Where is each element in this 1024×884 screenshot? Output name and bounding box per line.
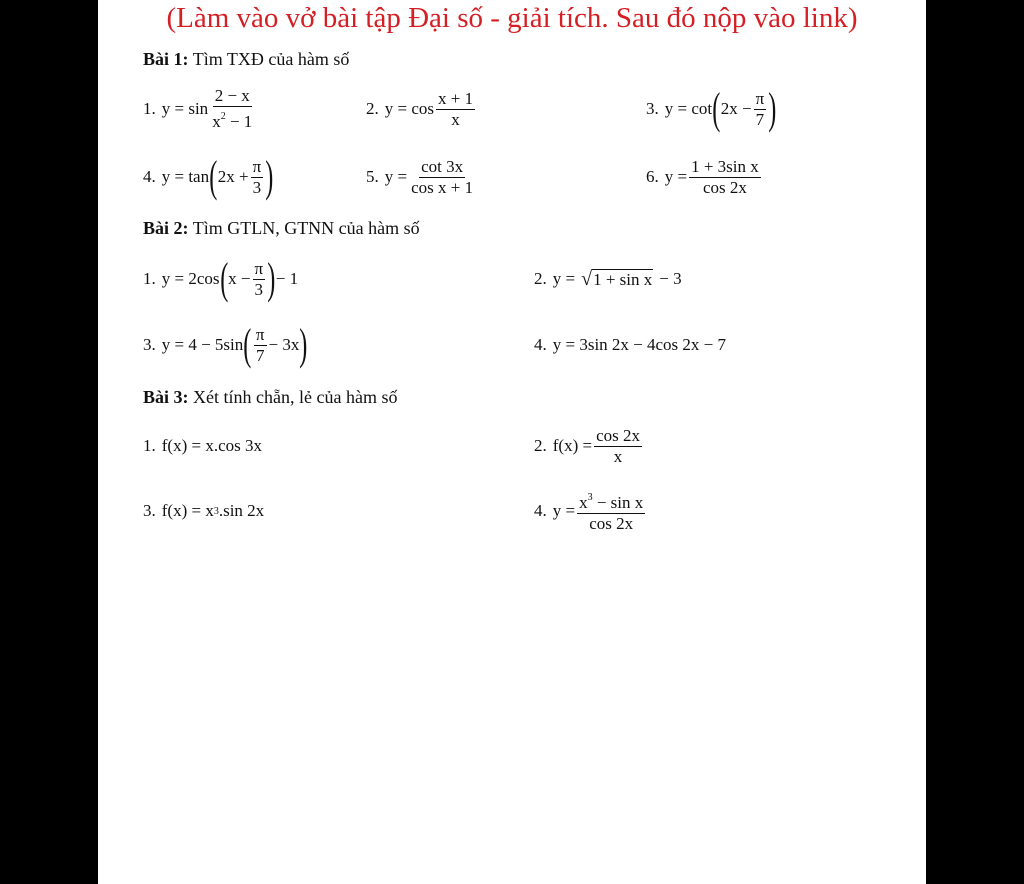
left-paren: (	[209, 152, 218, 201]
right-paren: )	[768, 84, 777, 133]
b3-problem-4: 4. y = $\frac{x^3 - \sin x}{\cos 2x}$	[534, 486, 647, 536]
fraction: $\frac{\text{1 + 3sin x}}{\cos 2x}$	[691, 156, 759, 197]
b3-problem-2: 2. f(x) = $\frac{\cos 2x}{x}$	[534, 425, 640, 466]
b3-problem-1: 1. f(x) = x.cos 3x	[143, 436, 262, 455]
square-root: √1 + sin x	[581, 267, 653, 290]
page-title: (Làm vào vở bài tập Đại số - giải tích. Sau đó nộp vào link)	[166, 2, 858, 34]
b3-problem-3: 3. f(x) = x 3 .sin 2x	[143, 501, 265, 520]
section-label: Bài 1:	[143, 49, 189, 69]
fraction: 2 − x $x^2 - 1$	[212, 86, 253, 131]
fraction: $\frac{x^3 - \sin x}{\cos 2x}$	[577, 488, 645, 534]
fraction: $\frac{\cos 2x}{x}$	[596, 425, 640, 466]
b1-problem-4: 4. y = tan ( 2x + $\frac{\pi}{3}$ )	[143, 152, 274, 201]
left-paren: (	[219, 254, 228, 303]
b2-problem-4: 4. y = 3sin 2x − 4cos 2x − 7	[534, 335, 727, 354]
fraction: $\frac{\pi}{3}$	[252, 156, 262, 197]
b2-problem-2: 2. y = √1 + sin x − 3	[534, 267, 682, 290]
fraction: $\frac{\cot 3x}{\text{cos x + 1}}$	[411, 156, 474, 197]
right-paren: )	[265, 152, 274, 201]
section-heading-1	[143, 49, 349, 70]
b1-problem-5: 5. y = $\frac{\cot 3x}{\text{cos x + 1}}$	[366, 156, 474, 197]
section-text: Tìm TXĐ của hàm số	[192, 49, 350, 69]
b1-problem-3: 3. y = cot ( 2x − $\frac{\pi}{7}$ )	[646, 84, 777, 133]
section-label: Bài 3:	[143, 387, 189, 407]
fraction: π 7	[255, 324, 265, 365]
right-paren: )	[299, 320, 308, 369]
fraction: x + 1 x	[438, 88, 474, 129]
right-paren: )	[267, 254, 276, 303]
section-heading-3	[143, 387, 397, 408]
fraction: $\frac{\pi}{7}$	[755, 88, 765, 129]
fraction: $\frac{\pi}{3}$	[254, 258, 264, 299]
section-text: Tìm GTLN, GTNN của hàm số	[192, 218, 420, 238]
b2-problem-3: 3. y = 4 − 5sin ( π 7 − 3x )	[143, 320, 308, 369]
section-text: Xét tính chẵn, lẻ của hàm số	[193, 387, 398, 407]
section-label: Bài 2:	[143, 218, 189, 238]
b1-problem-6: 6. y = $\frac{\text{1 + 3sin x}}{\cos 2x}$	[646, 156, 759, 197]
section-heading-2	[143, 218, 420, 239]
left-paren: (	[712, 84, 721, 133]
left-paren: (	[243, 320, 252, 369]
b2-problem-1: 1. y = 2cos ( x − $\frac{\pi}{3}$ ) − 1	[143, 254, 299, 303]
b1-problem-1: 1. y = sin 2 − x $x^2 - 1$	[143, 86, 253, 131]
document-page	[98, 0, 926, 884]
b1-problem-2: 2. y = cos x + 1 x	[366, 88, 474, 129]
